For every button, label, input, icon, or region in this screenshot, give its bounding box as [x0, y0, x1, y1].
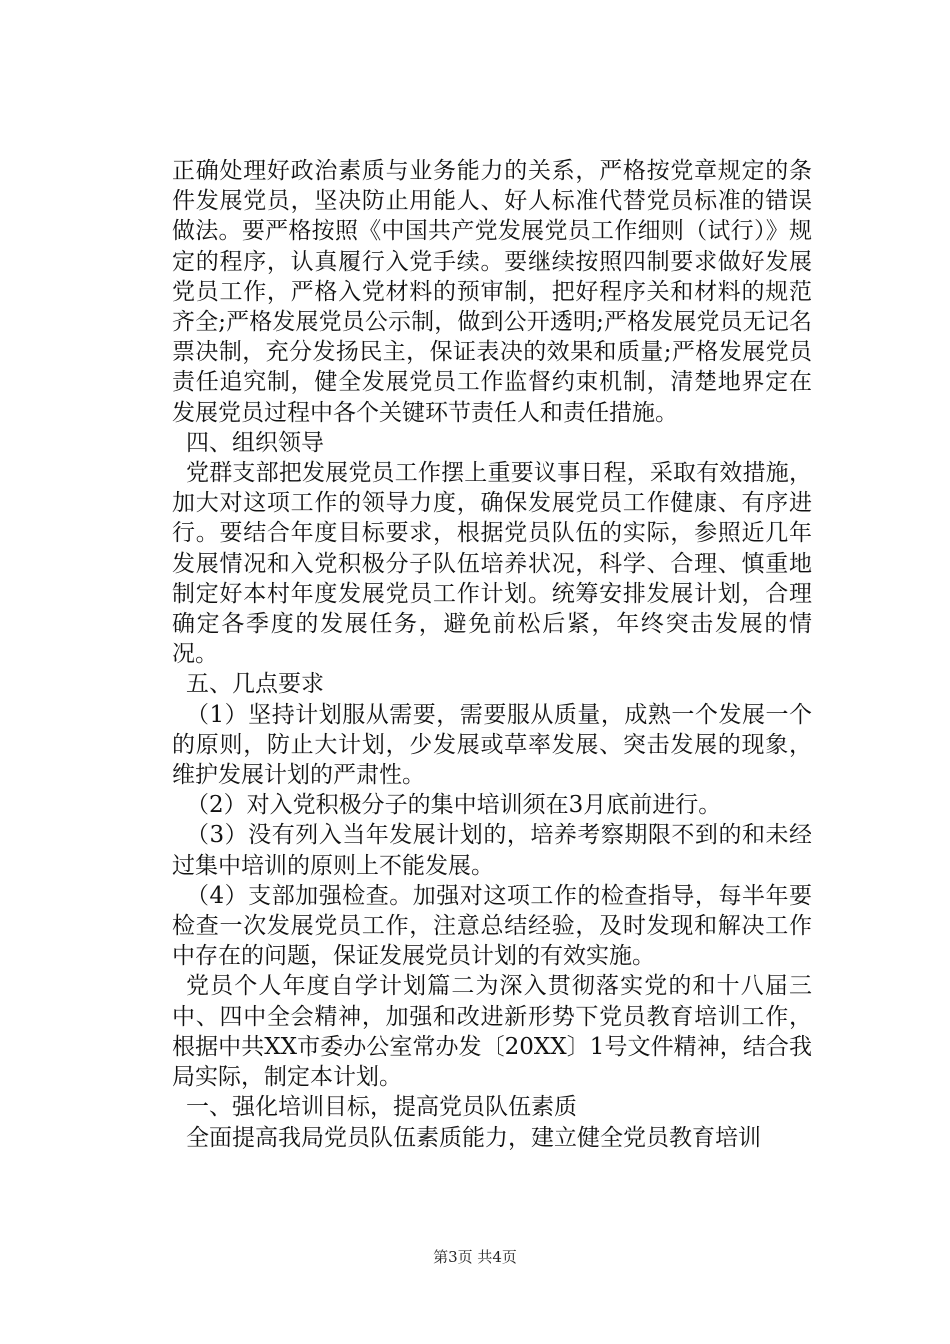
section-heading-training: 一、强化培训目标，提高党员队伍素质 — [186, 1094, 577, 1121]
paragraph-organization: 党群支部把发展党员工作摆上重要议事日程，采取有效措施，加大对这项工作的领导力度，确保发展党员工作健康、有序进行。要结合年度目标要求，根据党员队伍的实际，参照近几年发展情况和入党积极分子队伍培养状况，科学、合理、慎重地制定好本村年度发展党员工作计划。统筹安排发展计划，合理确定各季度的发展任务，避免前松后紧，年终突击发展的情况。 — [172, 460, 812, 668]
section-heading-organization: 四、组织领导 — [186, 429, 324, 456]
section-heading-requirements: 五、几点要求 — [186, 671, 324, 698]
requirement-item-2: （2）对入党积极分子的集中培训须在3月底前进行。 — [186, 792, 722, 819]
paragraph-plan-intro: 党员个人年度自学计划篇二为深入贯彻落实党的和十八届三中、四中全会精神，加强和改进新形势下党员教育培训工作，根据中共XX市委办公室常办发〔20XX〕1号文件精神，结合我局实际，制定本计划。 — [172, 973, 812, 1091]
requirement-item-4: （4）支部加强检查。加强对这项工作的检查指导，每半年要检查一次发展党员工作，注意总结经验，及时发现和解决工作中存在的问题，保证发展党员计划的有效实施。 — [172, 882, 812, 970]
document-body — [172, 156, 812, 1153]
requirement-item-3: （3）没有列入当年发展计划的，培养考察期限不到的和未经过集中培训的原则上不能发展。 — [172, 822, 812, 879]
paragraph-training: 全面提高我局党员队伍素质能力，建立健全党员教育培训 — [186, 1124, 761, 1151]
requirement-item-1: （1）坚持计划服从需要，需要服从质量，成熟一个发展一个的原则，防止大计划，少发展或草率发展、突击发展的现象，维护发展计划的严肃性。 — [172, 701, 812, 789]
paragraph-continuation: 正确处理好政治素质与业务能力的关系，严格按党章规定的条件发展党员，坚决防止用能人、好人标准代替党员标准的错误做法。要严格按照《中国共产党发展党员工作细则（试行）》规定的程序，认真履行入党手续。要继续按照四制要求做好发展党员工作，严格入党材料的预审制，把好程序关和材料的规范齐全;严格发展党员公示制，做到公开透明;严格发展党员无记名票决制，充分发扬民主，保证表决的效果和质量;严格发展党员责任追究制，健全发展党员工作监督约束机制，清楚地界定在发展党员过程中各个关键环节责任人和责任措施。 — [172, 158, 812, 426]
page-number-footer: 第3页 共4页 — [433, 1248, 517, 1266]
